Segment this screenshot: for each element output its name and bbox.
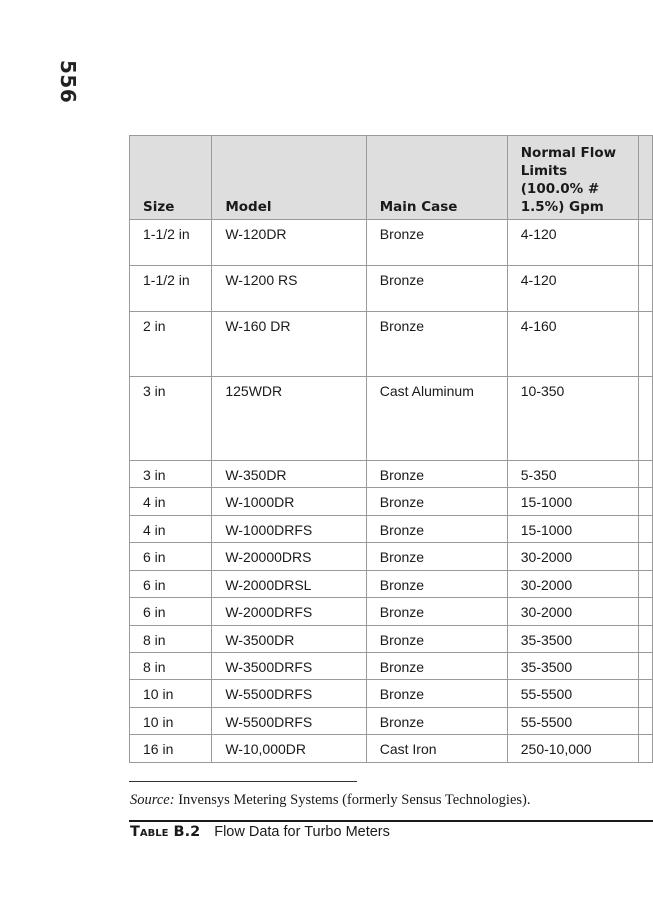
cell-size: 3 in (130, 461, 212, 488)
source-text: Invensys Metering Systems (formerly Sensus Technologies). (178, 792, 531, 808)
cell-main-case: Bronze (366, 708, 507, 735)
cell-size: 16 in (130, 735, 212, 763)
cell-model: 125WDR (212, 377, 366, 461)
table-row (130, 377, 653, 461)
cell-cut-off (639, 220, 653, 266)
cell-cut-off (639, 488, 653, 516)
cell-size: 8 in (130, 626, 212, 653)
cell-flow-limits: 55-5500 (507, 708, 639, 735)
table-header-row (130, 136, 653, 220)
table-row (130, 735, 653, 763)
cell-model: W-5500DRFS (212, 708, 366, 735)
table-row (130, 626, 653, 653)
cell-model: W-2000DRFS (212, 598, 366, 626)
cell-size: 1-1/2 in (130, 220, 212, 266)
cell-model: W-20000DRS (212, 543, 366, 571)
cell-flow-limits: 15-1000 (507, 516, 639, 543)
cell-main-case: Bronze (366, 680, 507, 708)
cell-flow-limits: 35-3500 (507, 626, 639, 653)
cell-main-case: Bronze (366, 598, 507, 626)
table-row (130, 312, 653, 377)
cell-flow-limits: 10-350 (507, 377, 639, 461)
cell-size: 4 in (130, 488, 212, 516)
page-number: 556 (56, 60, 80, 104)
cell-cut-off (639, 266, 653, 312)
cell-size: 1-1/2 in (130, 266, 212, 312)
cell-flow-limits: 4-160 (507, 312, 639, 377)
cell-flow-limits: 15-1000 (507, 488, 639, 516)
cell-main-case: Bronze (366, 626, 507, 653)
cell-flow-limits: 5-350 (507, 461, 639, 488)
cell-main-case: Bronze (366, 543, 507, 571)
header-main-case: Main Case (366, 136, 507, 220)
cell-cut-off (639, 626, 653, 653)
cell-size: 6 in (130, 598, 212, 626)
cell-main-case: Bronze (366, 488, 507, 516)
cell-main-case: Bronze (366, 653, 507, 680)
table-row (130, 543, 653, 571)
cell-cut-off (639, 461, 653, 488)
cell-cut-off (639, 598, 653, 626)
table-row (130, 266, 653, 312)
cell-main-case: Bronze (366, 516, 507, 543)
cell-cut-off (639, 735, 653, 763)
source-note (130, 792, 531, 809)
cell-main-case: Bronze (366, 220, 507, 266)
table-row (130, 653, 653, 680)
cell-model: W-1200 RS (212, 266, 366, 312)
cell-cut-off (639, 653, 653, 680)
cell-main-case: Bronze (366, 571, 507, 598)
table-row (130, 598, 653, 626)
cell-model: W-3500DR (212, 626, 366, 653)
cell-main-case: Cast Iron (366, 735, 507, 763)
cell-size: 8 in (130, 653, 212, 680)
cell-model: W-120DR (212, 220, 366, 266)
cell-size: 6 in (130, 571, 212, 598)
cell-model: W-10,000DR (212, 735, 366, 763)
cell-size: 3 in (130, 377, 212, 461)
cell-cut-off (639, 312, 653, 377)
cell-model: W-160 DR (212, 312, 366, 377)
cell-cut-off (639, 571, 653, 598)
cell-flow-limits: 30-2000 (507, 543, 639, 571)
cell-model: W-3500DRFS (212, 653, 366, 680)
table-row (130, 220, 653, 266)
caption-divider (129, 820, 653, 822)
cell-size: 10 in (130, 708, 212, 735)
table-row (130, 571, 653, 598)
cell-flow-limits: 30-2000 (507, 598, 639, 626)
cell-flow-limits: 250-10,000 (507, 735, 639, 763)
table-row (130, 488, 653, 516)
cell-size: 10 in (130, 680, 212, 708)
cell-size: 6 in (130, 543, 212, 571)
header-model: Model (212, 136, 366, 220)
cell-main-case: Cast Aluminum (366, 377, 507, 461)
cell-flow-limits: 4-120 (507, 266, 639, 312)
table-caption (130, 824, 390, 840)
cell-cut-off (639, 680, 653, 708)
cell-main-case: Bronze (366, 461, 507, 488)
cell-cut-off (639, 516, 653, 543)
cell-model: W-350DR (212, 461, 366, 488)
cell-model: W-1000DR (212, 488, 366, 516)
cell-flow-limits: 35-3500 (507, 653, 639, 680)
cell-cut-off (639, 377, 653, 461)
cell-flow-limits: 4-120 (507, 220, 639, 266)
caption-text: Flow Data for Turbo Meters (214, 824, 390, 840)
header-normal-flow-limits: Normal Flow Limits (100.0% # 1.5%) Gpm (507, 136, 639, 220)
table-row (130, 461, 653, 488)
cell-model: W-1000DRFS (212, 516, 366, 543)
header-cut-off-column (639, 136, 653, 220)
cell-model: W-2000DRSL (212, 571, 366, 598)
header-size: Size (130, 136, 212, 220)
cell-size: 4 in (130, 516, 212, 543)
cell-flow-limits: 55-5500 (507, 680, 639, 708)
cell-model: W-5500DRFS (212, 680, 366, 708)
table-row (130, 680, 653, 708)
source-divider (129, 781, 357, 782)
table-row (130, 516, 653, 543)
cell-flow-limits: 30-2000 (507, 571, 639, 598)
cell-main-case: Bronze (366, 312, 507, 377)
cell-cut-off (639, 543, 653, 571)
flow-data-table (129, 135, 653, 763)
table-row (130, 708, 653, 735)
cell-main-case: Bronze (366, 266, 507, 312)
source-label: Source: (130, 792, 175, 808)
caption-label: Table B.2 (130, 824, 201, 840)
cell-size: 2 in (130, 312, 212, 377)
cell-cut-off (639, 708, 653, 735)
